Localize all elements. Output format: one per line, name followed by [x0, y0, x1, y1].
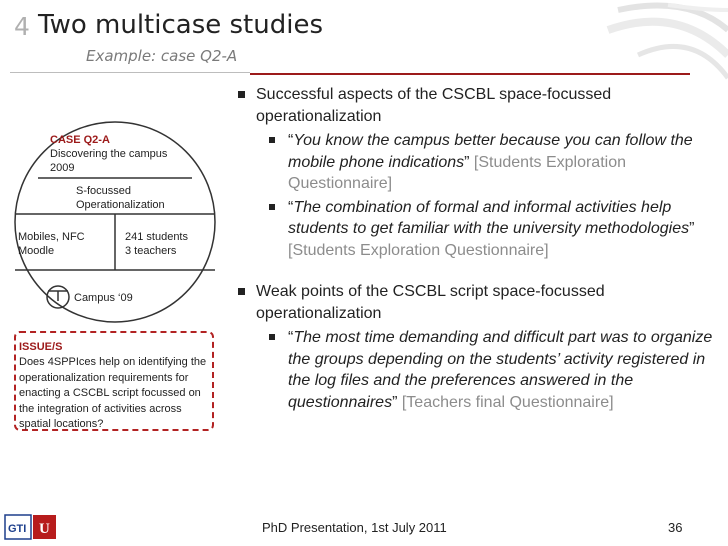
title-divider-gray — [10, 72, 250, 73]
quote-item — [236, 327, 720, 413]
bullet-content — [236, 84, 720, 413]
participants-teachers: 3 teachers — [125, 245, 177, 257]
quote-source: [Students Exploration Questionnaire] — [288, 153, 626, 192]
quote-close: ” — [464, 153, 470, 171]
bullet-weak-points — [236, 281, 720, 325]
tool-label: Campus ‘09 — [74, 292, 133, 304]
quote-open: “ — [288, 132, 294, 149]
square-bullet-icon — [238, 288, 245, 295]
title-divider-red — [250, 73, 690, 75]
case-title: CASE Q2-A — [50, 134, 110, 146]
issue-text: Does 4SPPIces help on identifying the operationalization requirements for enacting a CSCBL script focussed on the integration of activities across spatial locations? — [19, 356, 207, 430]
issue-title: ISSUE/S — [19, 341, 63, 353]
technology-label-2: Moodle — [18, 245, 55, 257]
quote-source: [Teachers final Questionnaire] — [401, 393, 614, 411]
bullet-successful — [236, 84, 720, 128]
technology-label-1: Mobiles, NFC — [18, 231, 85, 243]
quote-text: The combination of formal and informal activities help students to get familiar with the university methodologies — [288, 198, 690, 237]
bullet-weak-points-text: Weak points of the CSCBL script space-focussed operationalization — [256, 283, 605, 322]
case-year: 2009 — [50, 162, 75, 174]
logo-right-text: U — [39, 521, 50, 537]
operationalization-label: Operationalization — [76, 199, 165, 211]
bullet-successful-text: Successful aspects of the CSCBL space-focussed operationalization — [256, 86, 612, 125]
participants-students: 241 students — [125, 231, 188, 243]
quote-text: The most time demanding and difficult part was to organize the groups depending on the students’ activity registered in the log files and the preferences answered in the questionnaires — [288, 329, 713, 411]
quote-item — [236, 197, 720, 262]
footer-text: PhD Presentation, 1st July 2011 — [262, 520, 447, 535]
slide-number: 4 — [14, 12, 30, 41]
university-logo — [4, 512, 58, 542]
slide-title: Two multicase studies — [38, 10, 323, 40]
logo-left-text: GTI — [8, 523, 27, 535]
page-number: 36 — [668, 520, 683, 535]
quote-text: You know the campus better because you can follow the mobile phone indications — [288, 132, 693, 171]
space-focus-label: S-focussed — [76, 185, 132, 197]
quote-item — [236, 130, 720, 195]
decorative-swoosh-graphic — [578, 0, 728, 80]
square-bullet-icon — [269, 204, 275, 210]
square-bullet-icon — [238, 91, 245, 98]
quote-open: “ — [288, 198, 294, 216]
quote-open: “ — [288, 329, 294, 346]
case-name: Discovering the campus — [50, 148, 168, 160]
slide-subtitle: Example: case Q2-A — [86, 47, 238, 65]
square-bullet-icon — [269, 137, 275, 143]
quote-source: [Students Exploration Questionnaire] — [288, 241, 549, 259]
quote-close: ” — [392, 393, 398, 411]
square-bullet-icon — [269, 334, 275, 340]
quote-close: ” — [689, 220, 695, 237]
